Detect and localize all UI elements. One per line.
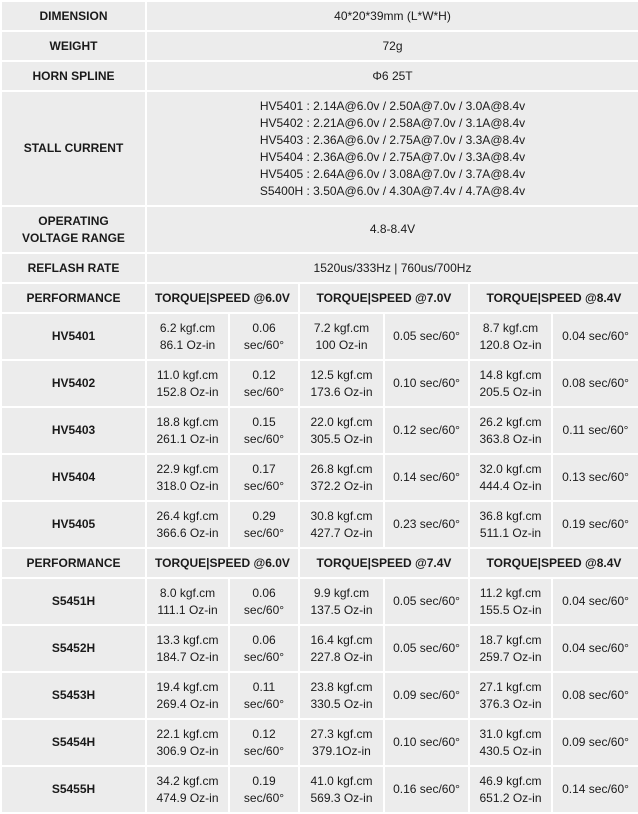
torque-cell: 22.1 kgf.cm 306.9 Oz-in: [146, 719, 229, 766]
torque-cell: 26.4 kgf.cm 366.6 Oz-in: [146, 501, 229, 548]
weight-value: 72g: [146, 31, 638, 61]
stall-current-row: [1, 91, 638, 206]
torque-cell: 46.9 kgf.cm 651.2 Oz-in: [469, 766, 552, 813]
reflash-rate-value: 1520us/333Hz | 760us/700Hz: [146, 253, 638, 283]
dimension-row: [1, 1, 638, 31]
torque-cell: 12.5 kgf.cm 173.6 Oz-in: [299, 360, 384, 407]
torque-cell: 7.2 kgf.cm 100 Oz-in: [299, 313, 384, 360]
weight-row: [1, 31, 638, 61]
torque-cell: 26.8 kgf.cm 372.2 Oz-in: [299, 454, 384, 501]
performance-row: [1, 313, 638, 360]
speed-cell: 0.06 sec/60°: [229, 578, 299, 625]
speed-cell: 0.29 sec/60°: [229, 501, 299, 548]
dimension-value: 40*20*39mm (L*W*H): [146, 1, 638, 31]
speed-cell: 0.13 sec/60°: [552, 454, 638, 501]
hv-rows: [1, 313, 638, 548]
s-header-8v: TORQUE|SPEED @8.4V: [469, 548, 638, 578]
s-header-7v: TORQUE|SPEED @7.4V: [299, 548, 469, 578]
s-header-row: [1, 548, 638, 578]
speed-cell: 0.08 sec/60°: [552, 672, 638, 719]
performance-row: [1, 360, 638, 407]
model-name: HV5402: [1, 360, 146, 407]
s-rows: [1, 578, 638, 813]
performance-row: [1, 407, 638, 454]
speed-cell: 0.10 sec/60°: [384, 360, 469, 407]
speed-cell: 0.06 sec/60°: [229, 625, 299, 672]
speed-cell: 0.12 sec/60°: [384, 407, 469, 454]
speed-cell: 0.05 sec/60°: [384, 578, 469, 625]
speed-cell: 0.14 sec/60°: [552, 766, 638, 813]
stall-current-line: HV5404 : 2.36A@6.0v / 2.75A@7.0v / 3.3A@8.4v: [259, 149, 526, 164]
speed-cell: 0.19 sec/60°: [229, 766, 299, 813]
stall-current-values: [146, 91, 638, 206]
hv-header-6v: TORQUE|SPEED @6.0V: [146, 283, 299, 313]
performance-row: [1, 719, 638, 766]
speed-cell: 0.04 sec/60°: [552, 578, 638, 625]
model-name: S5454H: [1, 719, 146, 766]
torque-cell: 27.1 kgf.cm 376.3 Oz-in: [469, 672, 552, 719]
s-header-6v: TORQUE|SPEED @6.0V: [146, 548, 299, 578]
voltage-range-row: [1, 206, 638, 253]
performance-row: [1, 501, 638, 548]
speed-cell: 0.06 sec/60°: [229, 313, 299, 360]
speed-cell: 0.12 sec/60°: [229, 719, 299, 766]
performance-row: [1, 454, 638, 501]
torque-cell: 14.8 kgf.cm 205.5 Oz-in: [469, 360, 552, 407]
speed-cell: 0.11 sec/60°: [229, 672, 299, 719]
stall-current-line: S5400H : 3.50A@6.0v / 4.30A@7.4v / 4.7A@8.4v: [259, 183, 526, 198]
speed-cell: 0.04 sec/60°: [552, 625, 638, 672]
torque-cell: 23.8 kgf.cm 330.5 Oz-in: [299, 672, 384, 719]
performance-row: [1, 625, 638, 672]
stall-current-line: HV5405 : 2.64A@6.0v / 3.08A@7.0v / 3.7A@8.4v: [259, 166, 526, 181]
stall-current-line: HV5402 : 2.21A@6.0v / 2.58A@7.0v / 3.1A@8.4v: [259, 115, 526, 130]
voltage-range-value: 4.8-8.4V: [146, 206, 638, 253]
model-name: HV5401: [1, 313, 146, 360]
performance-row: [1, 766, 638, 813]
torque-cell: 41.0 kgf.cm 569.3 Oz-in: [299, 766, 384, 813]
voltage-range-label: OPERATING VOLTAGE RANGE: [1, 206, 146, 253]
model-name: HV5403: [1, 407, 146, 454]
weight-label: WEIGHT: [1, 31, 146, 61]
speed-cell: 0.17 sec/60°: [229, 454, 299, 501]
model-name: HV5404: [1, 454, 146, 501]
speed-cell: 0.23 sec/60°: [384, 501, 469, 548]
torque-cell: 32.0 kgf.cm 444.4 Oz-in: [469, 454, 552, 501]
speed-cell: 0.12 sec/60°: [229, 360, 299, 407]
torque-cell: 8.0 kgf.cm 111.1 Oz-in: [146, 578, 229, 625]
torque-cell: 11.2 kgf.cm 155.5 Oz-in: [469, 578, 552, 625]
horn-spline-row: [1, 61, 638, 91]
stall-current-line: HV5401 : 2.14A@6.0v / 2.50A@7.0v / 3.0A@8.4v: [259, 98, 526, 113]
model-name: S5455H: [1, 766, 146, 813]
speed-cell: 0.08 sec/60°: [552, 360, 638, 407]
hv-performance-section: [1, 283, 638, 313]
model-name: HV5405: [1, 501, 146, 548]
speed-cell: 0.09 sec/60°: [552, 719, 638, 766]
torque-cell: 11.0 kgf.cm 152.8 Oz-in: [146, 360, 229, 407]
speed-cell: 0.14 sec/60°: [384, 454, 469, 501]
reflash-rate-row: [1, 253, 638, 283]
horn-spline-label: HORN SPLINE: [1, 61, 146, 91]
torque-cell: 19.4 kgf.cm 269.4 Oz-in: [146, 672, 229, 719]
torque-cell: 30.8 kgf.cm 427.7 Oz-in: [299, 501, 384, 548]
hv-header-row: [1, 283, 638, 313]
model-name: S5451H: [1, 578, 146, 625]
torque-cell: 31.0 kgf.cm 430.5 Oz-in: [469, 719, 552, 766]
performance-row: [1, 672, 638, 719]
speed-cell: 0.05 sec/60°: [384, 625, 469, 672]
torque-cell: 13.3 kgf.cm 184.7 Oz-in: [146, 625, 229, 672]
torque-cell: 9.9 kgf.cm 137.5 Oz-in: [299, 578, 384, 625]
model-name: S5452H: [1, 625, 146, 672]
hv-header-8v: TORQUE|SPEED @8.4V: [469, 283, 638, 313]
torque-cell: 34.2 kgf.cm 474.9 Oz-in: [146, 766, 229, 813]
stall-current-label: STALL CURRENT: [1, 91, 146, 206]
torque-cell: 36.8 kgf.cm 511.1 Oz-in: [469, 501, 552, 548]
torque-cell: 8.7 kgf.cm 120.8 Oz-in: [469, 313, 552, 360]
dimension-label: DIMENSION: [1, 1, 146, 31]
torque-cell: 6.2 kgf.cm 86.1 Oz-in: [146, 313, 229, 360]
hv-performance-label: PERFORMANCE: [1, 283, 146, 313]
torque-cell: 18.7 kgf.cm 259.7 Oz-in: [469, 625, 552, 672]
model-name: S5453H: [1, 672, 146, 719]
spec-section: [1, 1, 638, 283]
torque-cell: 16.4 kgf.cm 227.8 Oz-in: [299, 625, 384, 672]
stall-current-line: HV5403 : 2.36A@6.0v / 2.75A@7.0v / 3.3A@8.4v: [259, 132, 526, 147]
speed-cell: 0.10 sec/60°: [384, 719, 469, 766]
speed-cell: 0.19 sec/60°: [552, 501, 638, 548]
torque-cell: 22.0 kgf.cm 305.5 Oz-in: [299, 407, 384, 454]
horn-spline-value: Φ6 25T: [146, 61, 638, 91]
speed-cell: 0.05 sec/60°: [384, 313, 469, 360]
hv-header-7v: TORQUE|SPEED @7.0V: [299, 283, 469, 313]
torque-cell: 22.9 kgf.cm 318.0 Oz-in: [146, 454, 229, 501]
speed-cell: 0.09 sec/60°: [384, 672, 469, 719]
s-performance-label: PERFORMANCE: [1, 548, 146, 578]
speed-cell: 0.16 sec/60°: [384, 766, 469, 813]
torque-cell: 18.8 kgf.cm 261.1 Oz-in: [146, 407, 229, 454]
reflash-rate-label: REFLASH RATE: [1, 253, 146, 283]
speed-cell: 0.15 sec/60°: [229, 407, 299, 454]
performance-row: [1, 578, 638, 625]
s-performance-section: [1, 548, 638, 578]
torque-cell: 26.2 kgf.cm 363.8 Oz-in: [469, 407, 552, 454]
torque-cell: 27.3 kgf.cm 379.1Oz-in: [299, 719, 384, 766]
speed-cell: 0.04 sec/60°: [552, 313, 638, 360]
speed-cell: 0.11 sec/60°: [552, 407, 638, 454]
